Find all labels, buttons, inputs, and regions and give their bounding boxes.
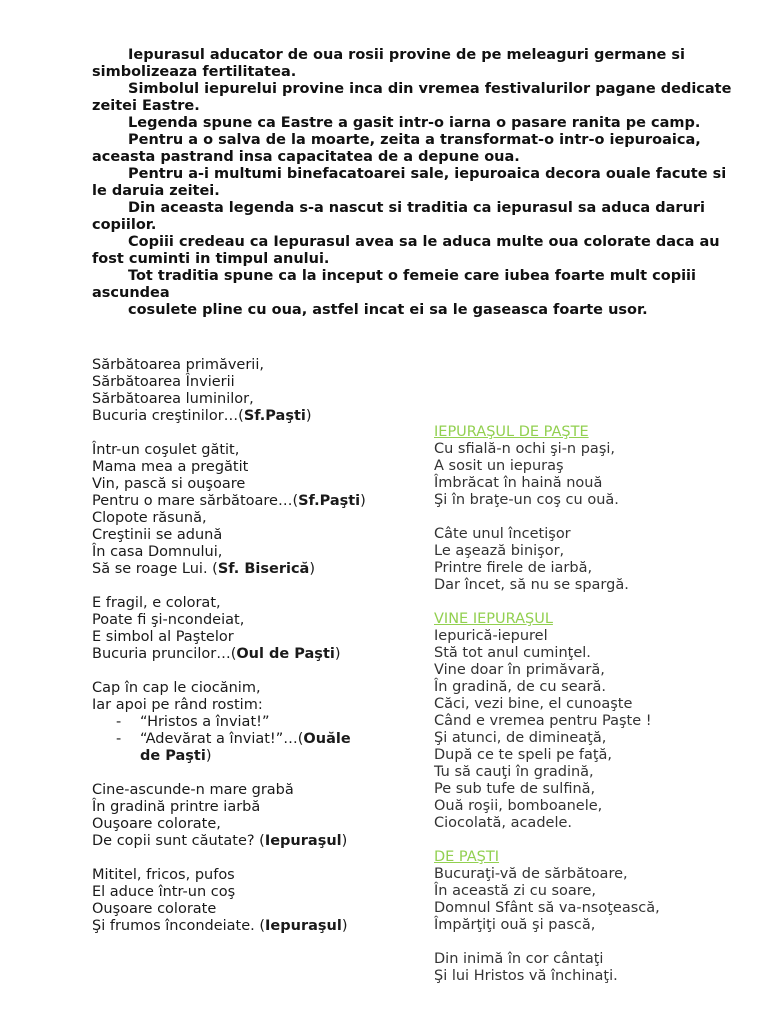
riddle-answer: Oul de Paşti xyxy=(236,646,335,662)
poem-line: Pe sub tufe de sulfină, xyxy=(434,781,596,797)
dash-list xyxy=(92,714,412,765)
riddle-line: E simbol al Paştelor xyxy=(92,629,234,645)
riddle-answer: Iepuraşul xyxy=(264,833,342,849)
riddle-line: Sărbătoarea Învierii xyxy=(92,374,235,390)
poem-line: Ouă roşii, bomboanele, xyxy=(434,798,603,814)
riddle-7 xyxy=(92,867,412,935)
intro-paragraph: Din aceasta legenda s-a nascut si traditia ca iepurasul sa aduca daruri copiilor. xyxy=(92,200,706,233)
riddle-line: Creştinii se adună xyxy=(92,527,223,543)
poem-stanza xyxy=(434,951,754,985)
riddle-line: Ouşoare colorate, xyxy=(92,816,221,832)
riddle-line: Clopote răsună, xyxy=(92,510,207,526)
poem-vine-iepurasul xyxy=(434,611,754,832)
intro-paragraph: Legenda spune ca Eastre a gasit intr-o iarna o pasare ranita pe camp. xyxy=(128,115,701,131)
poem-line: Şi atunci, de dimineaţă, xyxy=(434,730,607,746)
list-item-continuation: de Paşti) xyxy=(140,748,212,764)
poem-title: VINE IEPURAŞUL xyxy=(434,611,553,627)
intro-paragraph: Pentru a o salva de la moarte, zeita a transformat-o intr-o iepuroaica, aceasta pastrand insa capacitatea de a depune oua. xyxy=(92,132,701,165)
poem-stanza xyxy=(434,526,754,594)
poem-line: Şi lui Hristos vă închinaţi. xyxy=(434,968,618,984)
intro-paragraph: Copiii credeau ca Iepurasul avea sa le aduca multe oua colorate daca au fost cuminti in timpul anului. xyxy=(92,234,720,267)
riddle-answer: Ouăle xyxy=(303,731,351,747)
riddle-line: E fragil, e colorat, xyxy=(92,595,221,611)
riddle-line: În gradină printre iarbă xyxy=(92,799,261,815)
riddle-line: Sărbătoarea primăverii, xyxy=(92,357,264,373)
poem-line: Le aşează binişor, xyxy=(434,543,565,559)
poem-line: Stă tot anul cuminţel. xyxy=(434,645,591,661)
poem-title: DE PAŞTI xyxy=(434,849,500,865)
riddle-5 xyxy=(92,680,412,765)
poem-line: Vine doar în primăvară, xyxy=(434,662,605,678)
riddle-line: Mititel, fricos, pufos xyxy=(92,867,235,883)
riddle-line: Iar apoi pe rând rostim: xyxy=(92,697,263,713)
riddle-last-line: Bucuria creştinilor…(Sf.Paşti) xyxy=(92,408,312,424)
riddle-line: Vin, pască si ouşoare xyxy=(92,476,246,492)
intro-paragraph: Pentru a-i multumi binefacatoarei sale, iepuroaica decora ouale facute si le daruia zeitei. xyxy=(92,166,727,199)
riddle-line: Cine-ascunde-n mare grabă xyxy=(92,782,294,798)
intro-paragraph: cosulete pline cu oua, astfel incat ei sa le gaseasca foarte usor. xyxy=(128,302,648,318)
poem-line: Căci, vezi bine, el cunoaşte xyxy=(434,696,633,712)
poem-line: În această zi cu soare, xyxy=(434,883,596,899)
poem-line: Când e vremea pentru Paşte ! xyxy=(434,713,652,729)
riddle-last-line: Şi frumos încondeiate. (Iepuraşul) xyxy=(92,918,348,934)
poem-line: Domnul Sfânt să va-nsoţească, xyxy=(434,900,660,916)
poem-line: Printre firele de iarbă, xyxy=(434,560,593,576)
poems-column xyxy=(434,424,754,1002)
poem-line: Îmbrăcat în haină nouă xyxy=(434,475,603,491)
riddle-4 xyxy=(92,595,412,663)
riddle-line: El aduce într-un coş xyxy=(92,884,236,900)
riddles-column xyxy=(92,357,412,952)
riddle-line: În casa Domnului, xyxy=(92,544,223,560)
poem-line: Câte unul încetişor xyxy=(434,526,571,542)
riddle-line: Sărbătoarea luminilor, xyxy=(92,391,254,407)
riddle-last-line: Bucuria pruncilor…(Oul de Paşti) xyxy=(92,646,341,662)
intro-paragraph: Tot traditia spune ca la inceput o femeie care iubea foarte mult copiii ascundea xyxy=(92,268,696,301)
riddle-answer: Sf.Paşti xyxy=(298,493,361,509)
poem-de-pasti xyxy=(434,849,754,934)
riddle-answer: Sf. Biserică xyxy=(217,561,310,577)
poem-line: După ce te speli pe faţă, xyxy=(434,747,613,763)
poem-line: Tu să cauţi în gradină, xyxy=(434,764,594,780)
poem-iepurasul-de-paste xyxy=(434,424,754,509)
poem-line: Iepurică-iepurel xyxy=(434,628,548,644)
riddle-1 xyxy=(92,357,412,425)
poem-line: Dar încet, să nu se spargă. xyxy=(434,577,629,593)
intro-paragraph: Simbolul iepurelui provine inca din vremea festivalurilor pagane dedicate zeitei Eastre. xyxy=(92,81,732,114)
poem-line: Din inimă în cor cântaţi xyxy=(434,951,604,967)
poem-title: IEPURAŞUL DE PAŞTE xyxy=(434,424,589,440)
poem-line: Cu sfială-n ochi şi-n paşi, xyxy=(434,441,616,457)
list-item: - “Hristos a înviat!” xyxy=(116,714,270,730)
riddle-6 xyxy=(92,782,412,850)
poem-line: Ciocolată, acadele. xyxy=(434,815,572,831)
riddle-answer: de Paşti xyxy=(140,748,206,764)
poem-line: În gradină, de cu seară. xyxy=(434,679,606,695)
riddle-2-3 xyxy=(92,442,412,578)
poem-line: Bucuraţi-vă de sărbătoare, xyxy=(434,866,628,882)
riddle-line: Cap în cap le ciocănim, xyxy=(92,680,261,696)
intro-paragraph: Iepurasul aducator de oua rosii provine de pe meleaguri germane si simbolizeaza fertilitatea. xyxy=(92,47,686,80)
riddle-last-line: Pentru o mare sărbătoare…(Sf.Paşti) xyxy=(92,493,366,509)
riddle-last-line: De copii sunt căutate? (Iepuraşul) xyxy=(92,833,348,849)
list-item: - “Adevărat a înviat!”…(Ouăle xyxy=(116,731,351,747)
poem-line: A sosit un iepuraş xyxy=(434,458,564,474)
poem-line: Şi în braţe-un coş cu ouă. xyxy=(434,492,619,508)
intro-text xyxy=(92,47,732,319)
riddle-answer: Sf.Paşti xyxy=(243,408,306,424)
riddle-last-line: Să se roage Lui. (Sf. Biserică) xyxy=(92,561,316,577)
poem-line: Împărţiţi ouă şi pască, xyxy=(434,917,596,933)
riddle-line: Poate fi şi-ncondeiat, xyxy=(92,612,245,628)
riddle-answer: Iepuraşul xyxy=(265,918,342,934)
riddle-line: Ouşoare colorate xyxy=(92,901,217,917)
riddle-line: Mama mea a pregătit xyxy=(92,459,249,475)
riddle-line: Într-un coşulet gătit, xyxy=(92,442,240,458)
